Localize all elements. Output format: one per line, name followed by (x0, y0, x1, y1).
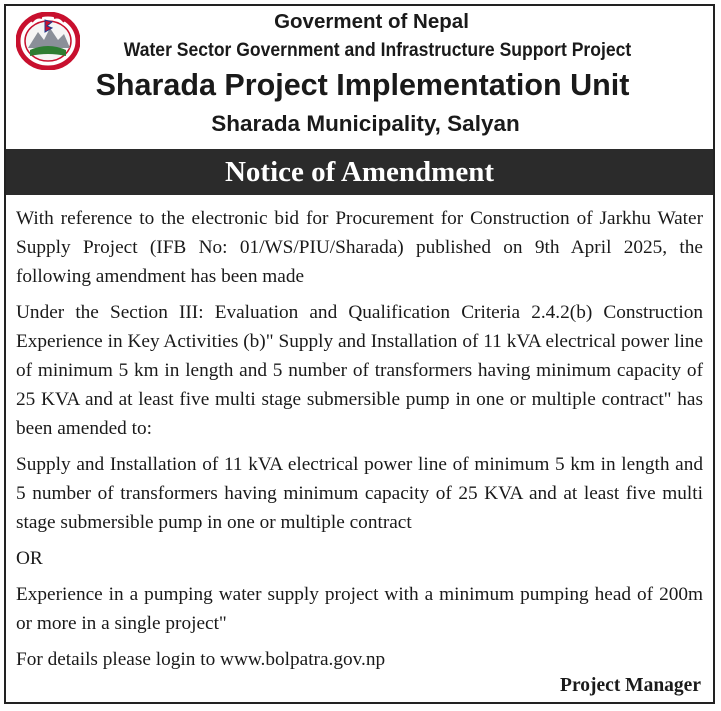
paragraph-or: OR (16, 548, 43, 569)
gov-title: Goverment of Nepal (274, 10, 469, 33)
notice-header (6, 6, 713, 149)
signature: Project Manager (560, 675, 701, 696)
location-title: Sharada Municipality, Salyan (211, 111, 520, 136)
unit-title: Sharada Project Implementation Unit (95, 68, 630, 102)
notice-frame (4, 4, 715, 704)
paragraph-reference: With reference to the electronic bid for Procurement for Construction of Jarkhu Water Supply Project (IFB No: 01/WS/PIU/Sharada) published on 9th April 2025, the following amendment has been made (16, 208, 703, 287)
paragraph-alternative: Experience in a pumping water supply project with a minimum pumping head of 200m or more in a single project" (16, 584, 703, 634)
notice-body (16, 204, 703, 681)
paragraph-details: For details please login to www.bolpatra.gov.np (16, 649, 386, 670)
paragraph-original-criteria: Under the Section III: Evaluation and Qualification Criteria 2.4.2(b) Construction Experience in Key Activities (b)" Supply and Installation of 11 kVA electrical power line of minimum 5 km in length and 5 number of transformers having minimum capacity of 25 KVA and at least five multi stage submersible pump in one or multiple contract" has been amended to: (16, 302, 703, 439)
notice-banner: Notice of Amendment (6, 149, 713, 195)
paragraph-amended-criteria: Supply and Installation of 11 kVA electrical power line of minimum 5 km in length and 5 number of transformers having minimum capacity of 25 KVA and at least five multi stage submersible pump in one or multiple contract (16, 454, 703, 533)
project-title: Water Sector Government and Infrastructure Support Project (123, 39, 632, 61)
